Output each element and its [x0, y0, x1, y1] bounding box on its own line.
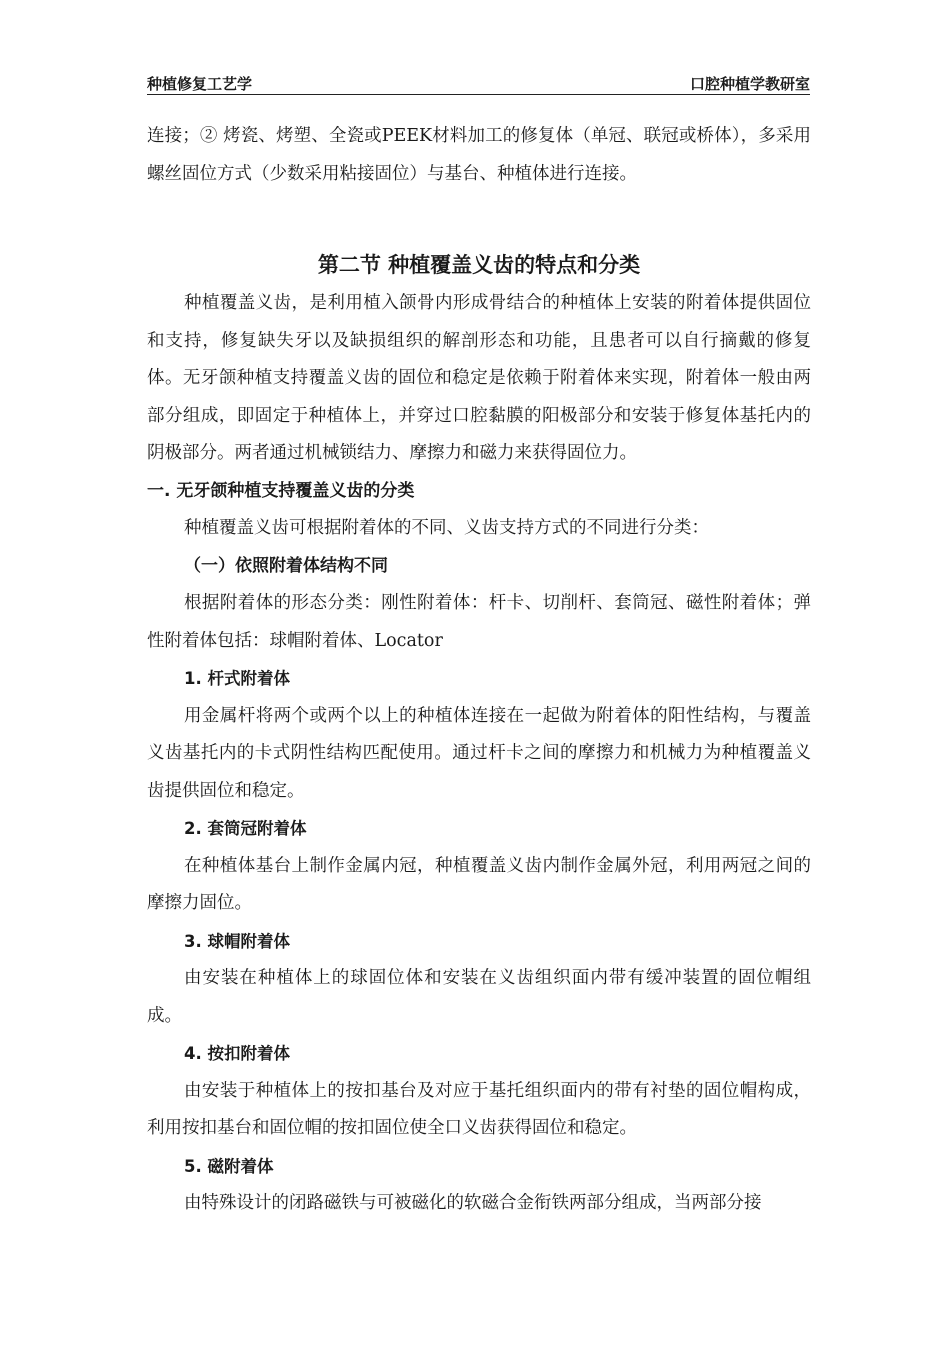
intro-paragraph: 连接；② 烤瓷、烤塑、全瓷或PEEK材料加工的修复体（单冠、联冠或桥体），多采用螺丝固位方式（少数采用粘接固位）与基台、种植体进行连接。	[147, 126, 811, 184]
item-text-telescopic-attachment: 在种植体基台上制作金属内冠，种植覆盖义齿内制作金属外冠，利用两冠之间的摩擦力固位。	[147, 855, 811, 913]
page-content	[147, 118, 811, 1223]
heading-level-2: （一）依照附着体结构不同	[184, 555, 388, 576]
item-heading-bar-attachment: 1. 杆式附着体	[184, 669, 290, 688]
item-text-bar-attachment: 用金属杆将两个或两个以上的种植体连接在一起做为附着体的阳性结构，与覆盖义齿基托内的卡式阴性结构匹配使用。通过杆卡之间的摩擦力和机械力为种植覆盖义齿提供固位和稳定。	[147, 705, 811, 801]
classification-intro-paragraph: 种植覆盖义齿可根据附着体的不同、义齿支持方式的不同进行分类：	[184, 518, 709, 538]
item-heading-telescopic-attachment: 2. 套筒冠附着体	[184, 819, 307, 838]
section-title: 第二节 种植覆盖义齿的特点和分类	[317, 253, 641, 277]
item-text-magnetic-attachment: 由特殊设计的闭路磁铁与可被磁化的软磁合金衔铁两部分组成，当两部分接	[184, 1193, 762, 1213]
attachment-types-paragraph: 根据附着体的形态分类：刚性附着体：杆卡、切削杆、套筒冠、磁性附着体；弹性附着体包括：球帽附着体、Locator	[147, 593, 811, 651]
header-left-title: 种植修复工艺学	[147, 75, 253, 93]
item-heading-magnetic-attachment: 5. 磁附着体	[184, 1156, 274, 1176]
header-right-title: 口腔种植学教研室	[689, 75, 810, 93]
item-heading-ball-attachment: 3. 球帽附着体	[184, 931, 290, 951]
heading-level-1: 一. 无牙颌种植支持覆盖义齿的分类	[147, 480, 415, 501]
section-intro-paragraph: 种植覆盖义齿，是利用植入颌骨内形成骨结合的种植体上安装的附着体提供固位和支持，修复缺失牙以及缺损组织的解剖形态和功能，且患者可以自行摘戴的修复体。无牙颌种植支持覆盖义齿的固位和稳定是依赖于附着体来实现，附着体一般由两部分组成，即固定于种植体上，并穿过口腔黏膜的阳极部分和安装于修复体基托内的阴极部分。两者通过机械锁结力、摩擦力和磁力来获得固位力。	[147, 293, 811, 463]
item-text-snap-attachment: 由安装于种植体上的按扣基台及对应于基托组织面内的带有衬垫的固位帽构成，利用按扣基台和固位帽的按扣固位使全口义齿获得固位和稳定。	[147, 1080, 811, 1138]
item-text-ball-attachment: 由安装在种植体上的球固位体和安装在义齿组织面内带有缓冲装置的固位帽组成。	[147, 968, 811, 1026]
item-heading-snap-attachment: 4. 按扣附着体	[184, 1044, 290, 1063]
page-header	[147, 74, 810, 95]
spacer	[147, 193, 811, 245]
